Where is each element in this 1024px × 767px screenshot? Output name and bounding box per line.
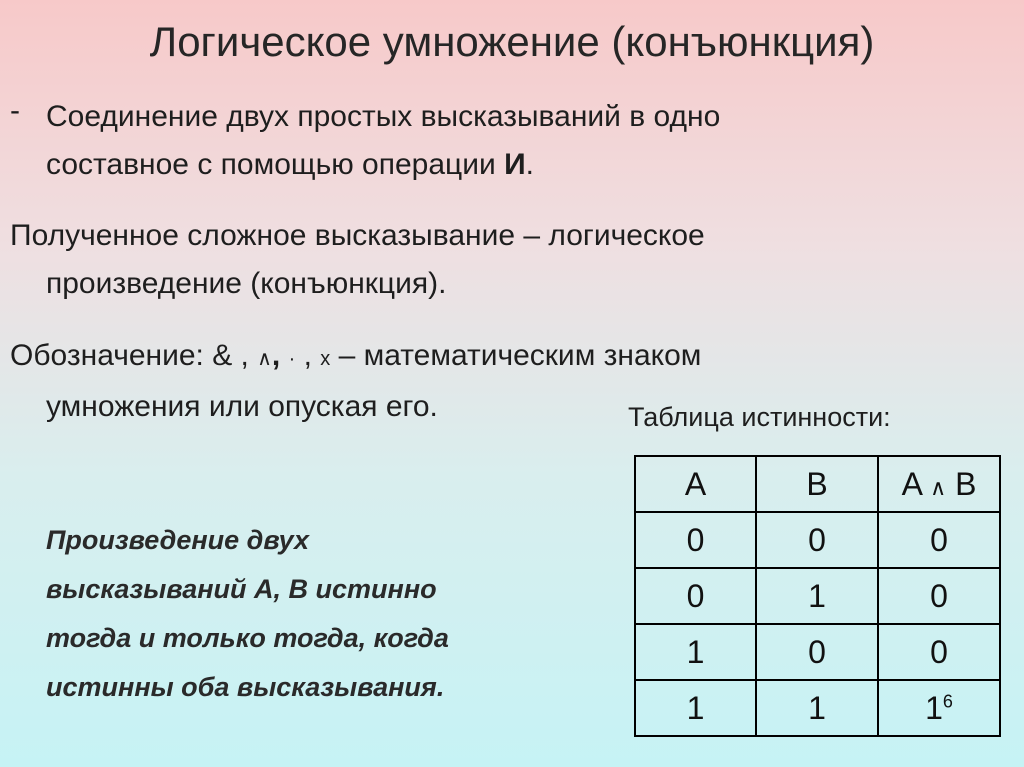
table-row (635, 624, 1000, 680)
definition-paragraph (46, 93, 976, 189)
definition-line-2 (46, 141, 976, 189)
notation-rest: – математическим знаком (330, 339, 702, 372)
cell-result: 0 (878, 624, 1000, 680)
cell-a: 0 (635, 568, 756, 624)
operation-and: И (504, 148, 526, 181)
table-row (635, 680, 1000, 736)
truth-table-header (635, 456, 1000, 512)
notation-comma: , (271, 339, 281, 372)
definition-text: составное с помощью операции (46, 148, 505, 181)
cell-b: 0 (756, 624, 878, 680)
result-line-1: Полученное сложное высказывание – логическое (10, 219, 705, 252)
dot-symbol: · (288, 348, 296, 370)
slide-title: Логическое умножение (конъюнкция) (149, 18, 875, 65)
theorem-text (46, 516, 586, 712)
wedge-icon: ∧ (930, 474, 947, 500)
cell-result: 0 (878, 512, 1000, 568)
table-caption: Таблица истинности: (628, 402, 891, 432)
header-b: B (756, 456, 878, 512)
header-a2: A (901, 465, 922, 502)
bullet-dash: - (10, 94, 20, 127)
times-symbol: x (320, 348, 331, 370)
header-a-and-b (878, 456, 1000, 512)
definition-line-1: Соединение двух простых высказываний в одно (46, 100, 721, 133)
theorem-line-4: истинны оба высказывания. (46, 672, 445, 702)
cell-result: 0 (878, 568, 1000, 624)
cell-b: 1 (756, 680, 878, 736)
result-line-2: произведение (конъюнкция). (46, 267, 447, 300)
theorem-line-3: тогда и только тогда, когда (46, 623, 449, 653)
truth-table (634, 455, 1001, 737)
cell-a: 0 (635, 512, 756, 568)
theorem-line-2: высказываний А, В истинно (46, 574, 437, 604)
header-a: A (635, 456, 756, 512)
wedge-symbol: ∧ (257, 348, 272, 370)
header-b2: B (955, 465, 977, 502)
notation-line-1 (10, 332, 990, 383)
cell-result-value: 1 (925, 689, 943, 726)
cell-a: 1 (635, 624, 756, 680)
table-row (635, 568, 1000, 624)
cell-result (878, 680, 1000, 736)
definition-period: . (525, 148, 534, 181)
table-row (635, 512, 1000, 568)
cell-b: 0 (756, 512, 878, 568)
notation-line-2: умножения или опуская его. (46, 390, 438, 423)
notation-label: Обозначение: & , (10, 339, 258, 372)
cell-b: 1 (756, 568, 878, 624)
cell-a: 1 (635, 680, 756, 736)
notation-separator: , (295, 339, 321, 372)
slide-number: 6 (942, 690, 953, 711)
result-paragraph (10, 212, 990, 308)
theorem-line-1: Произведение двух (46, 525, 310, 555)
